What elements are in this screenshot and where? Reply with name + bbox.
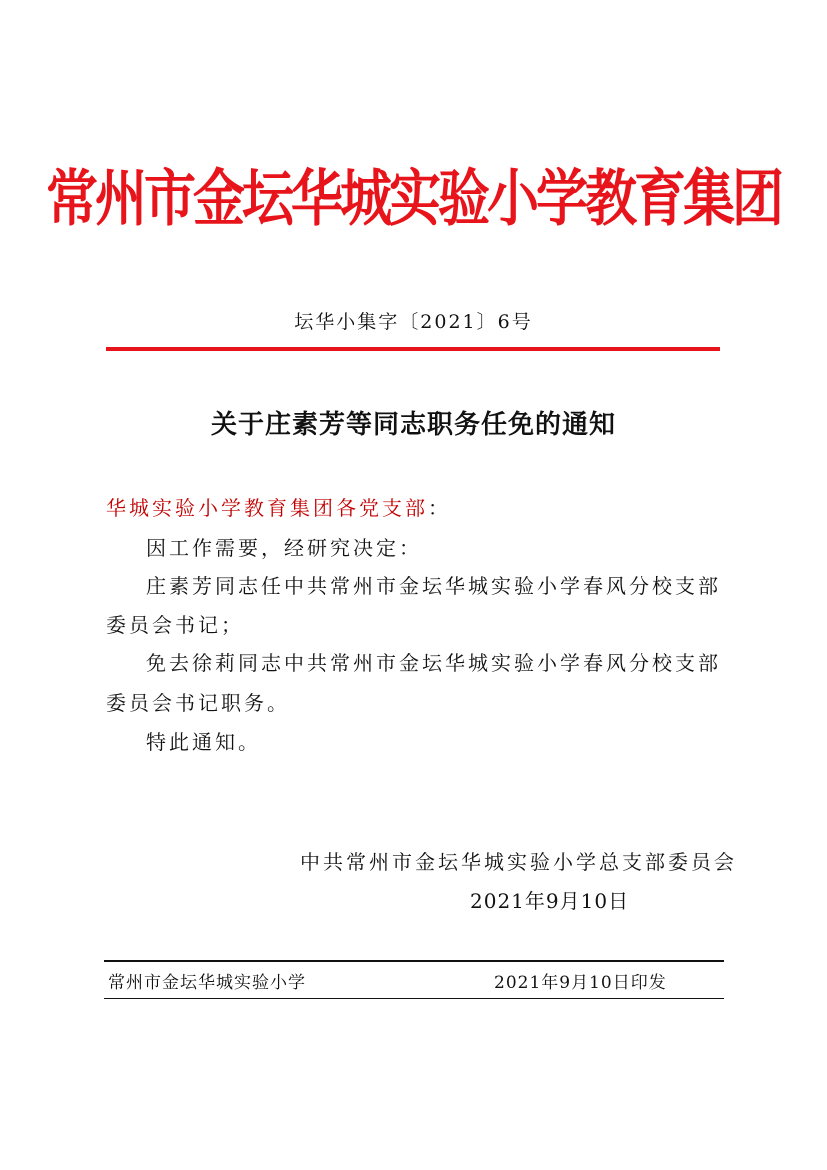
body-paragraph-reason: 因工作需要，经研究决定：: [146, 536, 422, 560]
body-paragraph-appointment-line2: 委员会书记；: [106, 613, 244, 637]
document-number: 坛华小集字〔2021〕6号: [294, 311, 533, 333]
red-divider: [106, 347, 720, 351]
footer-issued-date: 2021年9月10日印发: [494, 973, 667, 993]
notice-title: 关于庄素芳等同志职务任免的通知: [210, 410, 616, 440]
body-paragraph-removal-line1: 免去徐莉同志中共常州市金坛华城实验小学春风分校支部: [146, 651, 721, 675]
signature-organization: 中共常州市金坛华城实验小学总支部委员会: [300, 850, 737, 874]
body-paragraph-closing: 特此通知。: [146, 730, 261, 754]
addressee-name: 华城实验小学教育集团各党支部: [106, 496, 428, 520]
body-paragraph-appointment-line1: 庄素芳同志任中共常州市金坛华城实验小学春风分校支部: [146, 574, 721, 598]
footer-rule-bottom: [104, 998, 724, 999]
signature-date: 2021年9月10日: [470, 889, 630, 913]
addressee-colon: ：: [428, 496, 451, 520]
footer-rule-top: [104, 960, 724, 962]
body-paragraph-removal-line2: 委员会书记职务。: [106, 691, 290, 715]
addressee: [106, 493, 451, 523]
footer-issuer: 常州市金坛华城实验小学: [108, 973, 306, 993]
masthead-title: 常州市金坛华城实验小学教育集团: [45, 163, 781, 235]
